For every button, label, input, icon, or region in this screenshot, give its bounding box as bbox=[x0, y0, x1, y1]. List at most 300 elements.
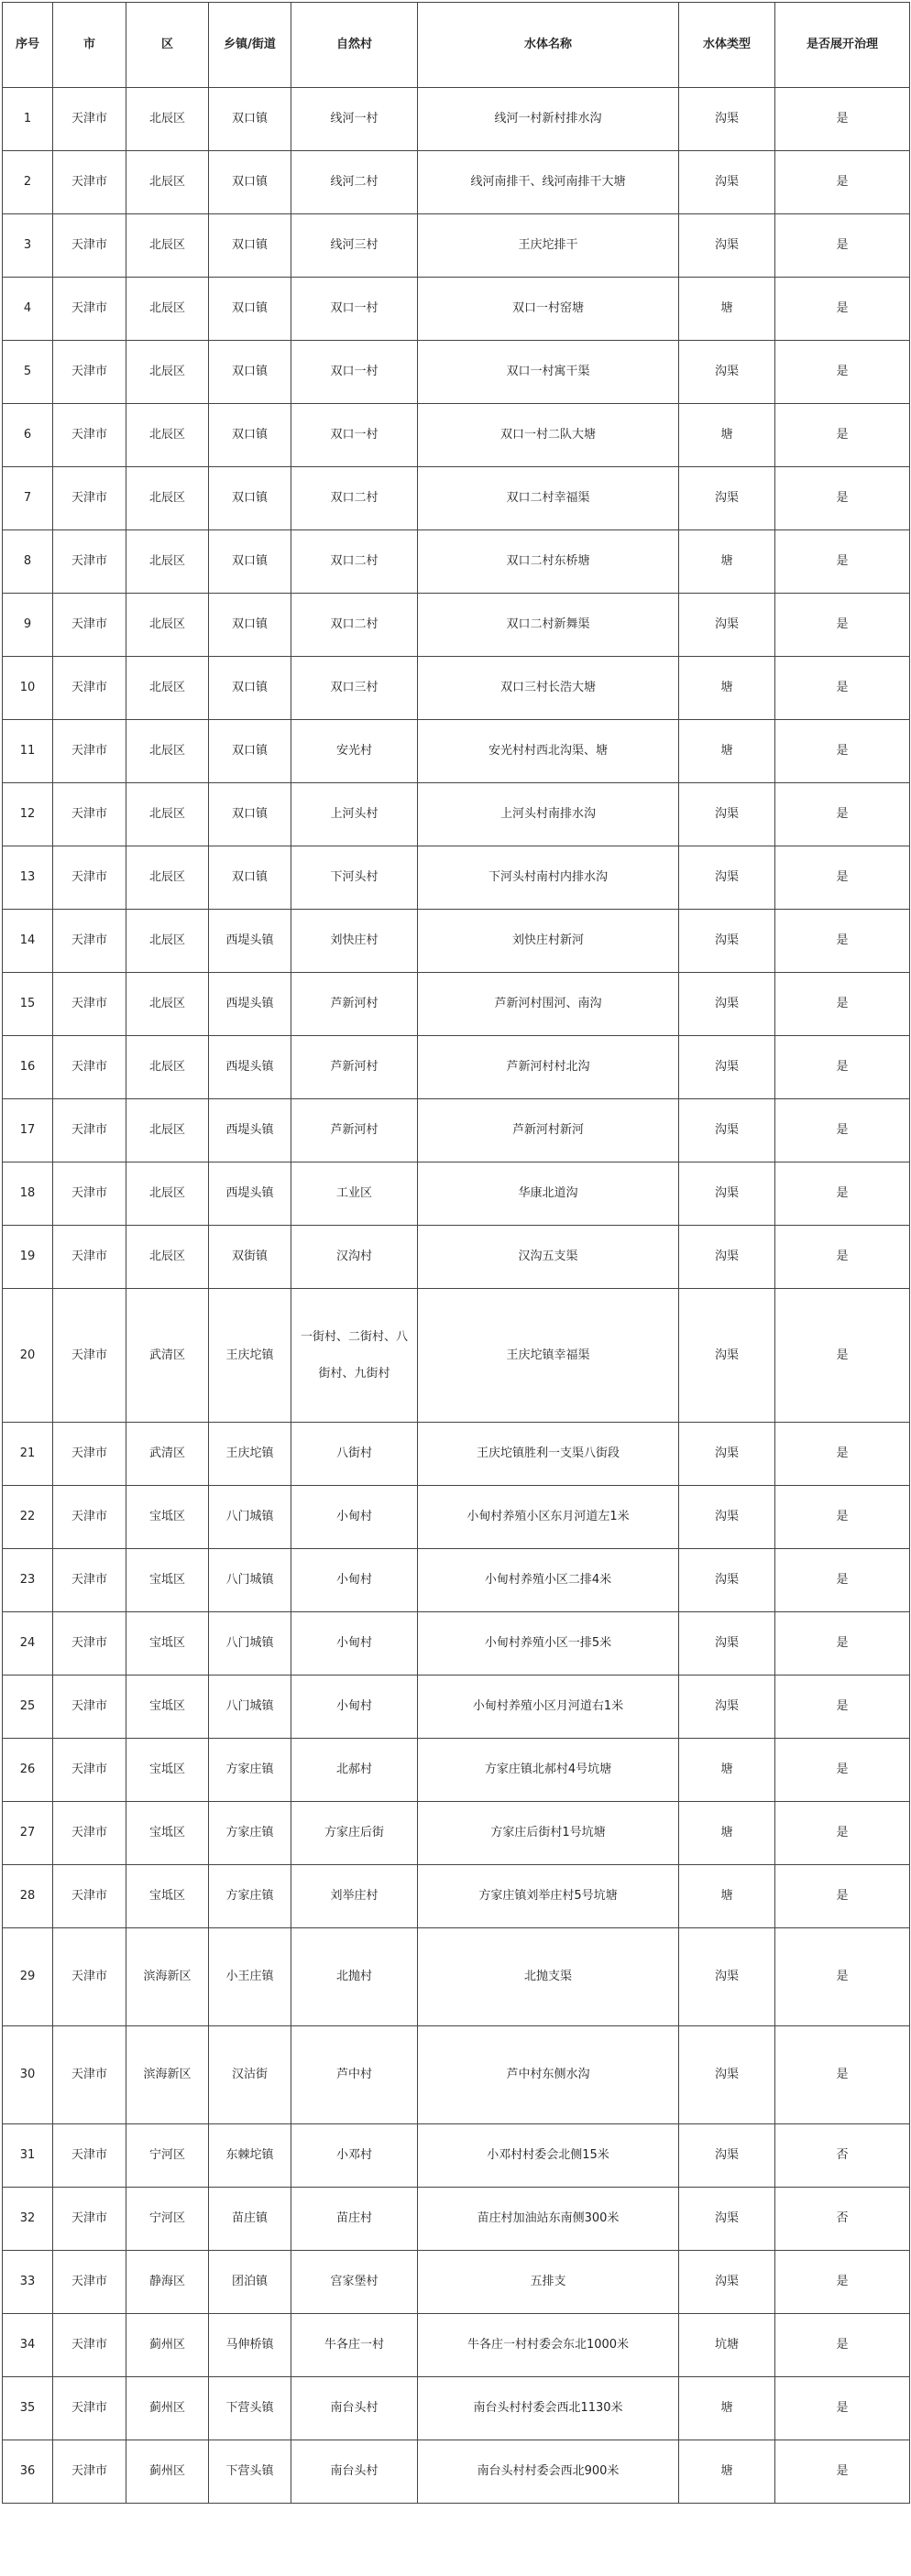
cell-town: 方家庄镇 bbox=[209, 1802, 291, 1865]
cell-water-name: 线河南排干、线河南排干大塘 bbox=[418, 151, 679, 214]
table-row bbox=[3, 1802, 910, 1865]
cell-city: 天津市 bbox=[53, 1423, 126, 1486]
cell-village: 芦新河村 bbox=[291, 973, 418, 1036]
table-row bbox=[3, 1289, 910, 1423]
cell-water-name: 南台头村村委会西北1130米 bbox=[418, 2377, 679, 2440]
cell-district: 蓟州区 bbox=[126, 2440, 209, 2504]
table-row bbox=[3, 1036, 910, 1099]
cell-town: 双口镇 bbox=[209, 467, 291, 530]
cell-governed: 是 bbox=[775, 2251, 910, 2314]
cell-district: 宝坻区 bbox=[126, 1675, 209, 1739]
cell-village: 双口一村 bbox=[291, 404, 418, 467]
cell-water-type: 沟渠 bbox=[679, 1612, 775, 1675]
cell-district: 宝坻区 bbox=[126, 1612, 209, 1675]
cell-town: 双口镇 bbox=[209, 783, 291, 846]
cell-governed: 是 bbox=[775, 341, 910, 404]
cell-district: 北辰区 bbox=[126, 657, 209, 720]
cell-city: 天津市 bbox=[53, 2026, 126, 2124]
cell-no: 21 bbox=[3, 1423, 53, 1486]
cell-district: 北辰区 bbox=[126, 1226, 209, 1289]
cell-town: 双口镇 bbox=[209, 88, 291, 151]
cell-water-name: 方家庄后街村1号坑塘 bbox=[418, 1802, 679, 1865]
cell-district: 北辰区 bbox=[126, 846, 209, 910]
cell-village: 南台头村 bbox=[291, 2377, 418, 2440]
table-row bbox=[3, 1423, 910, 1486]
cell-water-type: 塘 bbox=[679, 404, 775, 467]
cell-city: 天津市 bbox=[53, 846, 126, 910]
cell-water-type: 沟渠 bbox=[679, 594, 775, 657]
cell-city: 天津市 bbox=[53, 2314, 126, 2377]
cell-no: 17 bbox=[3, 1099, 53, 1162]
cell-no: 31 bbox=[3, 2124, 53, 2188]
cell-town: 双口镇 bbox=[209, 720, 291, 783]
header-water-type: 水体类型 bbox=[679, 3, 775, 88]
cell-governed: 是 bbox=[775, 530, 910, 594]
header-town: 乡镇/街道 bbox=[209, 3, 291, 88]
cell-governed: 是 bbox=[775, 278, 910, 341]
cell-city: 天津市 bbox=[53, 1675, 126, 1739]
cell-district: 北辰区 bbox=[126, 151, 209, 214]
cell-governed: 否 bbox=[775, 2188, 910, 2251]
table-row bbox=[3, 1099, 910, 1162]
cell-water-type: 塘 bbox=[679, 720, 775, 783]
cell-town: 小王庄镇 bbox=[209, 1928, 291, 2026]
cell-city: 天津市 bbox=[53, 1802, 126, 1865]
cell-water-name: 上河头村南排水沟 bbox=[418, 783, 679, 846]
cell-town: 下营头镇 bbox=[209, 2440, 291, 2504]
cell-no: 34 bbox=[3, 2314, 53, 2377]
cell-no: 29 bbox=[3, 1928, 53, 2026]
cell-governed: 是 bbox=[775, 2026, 910, 2124]
cell-village: 刘举庄村 bbox=[291, 1865, 418, 1928]
cell-city: 天津市 bbox=[53, 467, 126, 530]
cell-city: 天津市 bbox=[53, 1036, 126, 1099]
cell-water-type: 沟渠 bbox=[679, 467, 775, 530]
cell-water-name: 双口一村二队大塘 bbox=[418, 404, 679, 467]
cell-water-type: 坑塘 bbox=[679, 2314, 775, 2377]
cell-no: 35 bbox=[3, 2377, 53, 2440]
header-no: 序号 bbox=[3, 3, 53, 88]
cell-no: 1 bbox=[3, 88, 53, 151]
cell-district: 北辰区 bbox=[126, 594, 209, 657]
cell-no: 9 bbox=[3, 594, 53, 657]
cell-village: 小甸村 bbox=[291, 1549, 418, 1612]
cell-city: 天津市 bbox=[53, 151, 126, 214]
cell-water-name: 芦中村东侧水沟 bbox=[418, 2026, 679, 2124]
cell-district: 北辰区 bbox=[126, 1162, 209, 1226]
cell-governed: 否 bbox=[775, 2124, 910, 2188]
cell-town: 双口镇 bbox=[209, 530, 291, 594]
cell-water-name: 芦新河村新河 bbox=[418, 1099, 679, 1162]
cell-no: 26 bbox=[3, 1739, 53, 1802]
cell-governed: 是 bbox=[775, 1802, 910, 1865]
cell-no: 20 bbox=[3, 1289, 53, 1423]
table-row bbox=[3, 2188, 910, 2251]
cell-town: 双口镇 bbox=[209, 846, 291, 910]
table-row bbox=[3, 530, 910, 594]
cell-town: 西堤头镇 bbox=[209, 1099, 291, 1162]
cell-village: 小甸村 bbox=[291, 1486, 418, 1549]
cell-water-name: 五排支 bbox=[418, 2251, 679, 2314]
cell-district: 武清区 bbox=[126, 1423, 209, 1486]
cell-district: 蓟州区 bbox=[126, 2377, 209, 2440]
table-row bbox=[3, 783, 910, 846]
cell-city: 天津市 bbox=[53, 2377, 126, 2440]
cell-city: 天津市 bbox=[53, 594, 126, 657]
cell-water-name: 汉沟五支渠 bbox=[418, 1226, 679, 1289]
cell-governed: 是 bbox=[775, 151, 910, 214]
cell-town: 王庆坨镇 bbox=[209, 1423, 291, 1486]
table-row bbox=[3, 2026, 910, 2124]
cell-water-name: 牛各庄一村村委会东北1000米 bbox=[418, 2314, 679, 2377]
cell-water-type: 塘 bbox=[679, 2440, 775, 2504]
table-row bbox=[3, 657, 910, 720]
cell-district: 北辰区 bbox=[126, 404, 209, 467]
cell-city: 天津市 bbox=[53, 973, 126, 1036]
cell-town: 王庆坨镇 bbox=[209, 1289, 291, 1423]
cell-city: 天津市 bbox=[53, 278, 126, 341]
cell-water-type: 塘 bbox=[679, 278, 775, 341]
cell-city: 天津市 bbox=[53, 657, 126, 720]
table-row bbox=[3, 2124, 910, 2188]
cell-governed: 是 bbox=[775, 1036, 910, 1099]
cell-district: 宝坻区 bbox=[126, 1739, 209, 1802]
cell-district: 宝坻区 bbox=[126, 1865, 209, 1928]
cell-no: 10 bbox=[3, 657, 53, 720]
cell-town: 双口镇 bbox=[209, 278, 291, 341]
table-row bbox=[3, 1739, 910, 1802]
cell-town: 双口镇 bbox=[209, 594, 291, 657]
cell-no: 13 bbox=[3, 846, 53, 910]
cell-water-type: 沟渠 bbox=[679, 151, 775, 214]
cell-district: 宁河区 bbox=[126, 2188, 209, 2251]
cell-town: 八门城镇 bbox=[209, 1549, 291, 1612]
cell-district: 北辰区 bbox=[126, 973, 209, 1036]
cell-village: 汉沟村 bbox=[291, 1226, 418, 1289]
cell-no: 23 bbox=[3, 1549, 53, 1612]
cell-village: 小甸村 bbox=[291, 1612, 418, 1675]
cell-town: 下营头镇 bbox=[209, 2377, 291, 2440]
cell-village: 双口二村 bbox=[291, 594, 418, 657]
cell-governed: 是 bbox=[775, 657, 910, 720]
cell-village: 安光村 bbox=[291, 720, 418, 783]
cell-town: 双口镇 bbox=[209, 404, 291, 467]
cell-district: 滨海新区 bbox=[126, 1928, 209, 2026]
cell-water-name: 芦新河村村北沟 bbox=[418, 1036, 679, 1099]
table-row bbox=[3, 214, 910, 278]
cell-no: 8 bbox=[3, 530, 53, 594]
cell-no: 3 bbox=[3, 214, 53, 278]
cell-city: 天津市 bbox=[53, 2124, 126, 2188]
cell-water-name: 小甸村养殖小区东月河道左1米 bbox=[418, 1486, 679, 1549]
cell-water-name: 王庆坨排干 bbox=[418, 214, 679, 278]
table-row bbox=[3, 910, 910, 973]
table-row bbox=[3, 1675, 910, 1739]
cell-village: 苗庄村 bbox=[291, 2188, 418, 2251]
cell-water-type: 沟渠 bbox=[679, 341, 775, 404]
cell-water-name: 双口二村东桥塘 bbox=[418, 530, 679, 594]
cell-water-type: 沟渠 bbox=[679, 2026, 775, 2124]
cell-district: 北辰区 bbox=[126, 88, 209, 151]
cell-water-name: 双口一村寓干渠 bbox=[418, 341, 679, 404]
cell-city: 天津市 bbox=[53, 1612, 126, 1675]
table-row bbox=[3, 846, 910, 910]
cell-town: 西堤头镇 bbox=[209, 973, 291, 1036]
cell-governed: 是 bbox=[775, 846, 910, 910]
cell-district: 北辰区 bbox=[126, 530, 209, 594]
cell-governed: 是 bbox=[775, 1162, 910, 1226]
table-row bbox=[3, 2440, 910, 2504]
cell-district: 北辰区 bbox=[126, 278, 209, 341]
cell-village: 线河三村 bbox=[291, 214, 418, 278]
header-village: 自然村 bbox=[291, 3, 418, 88]
table-row bbox=[3, 2314, 910, 2377]
cell-city: 天津市 bbox=[53, 783, 126, 846]
cell-district: 武清区 bbox=[126, 1289, 209, 1423]
cell-water-name: 小甸村养殖小区月河道右1米 bbox=[418, 1675, 679, 1739]
cell-city: 天津市 bbox=[53, 720, 126, 783]
cell-no: 15 bbox=[3, 973, 53, 1036]
cell-village: 小甸村 bbox=[291, 1675, 418, 1739]
cell-village: 双口二村 bbox=[291, 530, 418, 594]
cell-town: 汉沽街 bbox=[209, 2026, 291, 2124]
cell-village: 宫家堡村 bbox=[291, 2251, 418, 2314]
cell-no: 32 bbox=[3, 2188, 53, 2251]
cell-city: 天津市 bbox=[53, 1928, 126, 2026]
cell-district: 北辰区 bbox=[126, 1099, 209, 1162]
header-district: 区 bbox=[126, 3, 209, 88]
cell-town: 东棘坨镇 bbox=[209, 2124, 291, 2188]
cell-water-type: 沟渠 bbox=[679, 1928, 775, 2026]
cell-city: 天津市 bbox=[53, 2440, 126, 2504]
cell-governed: 是 bbox=[775, 1612, 910, 1675]
cell-water-name: 下河头村南村内排水沟 bbox=[418, 846, 679, 910]
cell-town: 团泊镇 bbox=[209, 2251, 291, 2314]
cell-village: 芦新河村 bbox=[291, 1036, 418, 1099]
cell-village: 一街村、二街村、八街村、九街村 bbox=[291, 1289, 418, 1423]
cell-city: 天津市 bbox=[53, 1549, 126, 1612]
cell-water-type: 沟渠 bbox=[679, 1675, 775, 1739]
cell-village: 北抛村 bbox=[291, 1928, 418, 2026]
cell-governed: 是 bbox=[775, 1486, 910, 1549]
cell-village: 牛各庄一村 bbox=[291, 2314, 418, 2377]
table-row bbox=[3, 2377, 910, 2440]
cell-water-type: 塘 bbox=[679, 2377, 775, 2440]
cell-no: 28 bbox=[3, 1865, 53, 1928]
cell-water-type: 沟渠 bbox=[679, 910, 775, 973]
cell-no: 4 bbox=[3, 278, 53, 341]
cell-city: 天津市 bbox=[53, 1099, 126, 1162]
cell-city: 天津市 bbox=[53, 404, 126, 467]
cell-district: 滨海新区 bbox=[126, 2026, 209, 2124]
cell-water-name: 方家庄镇刘举庄村5号坑塘 bbox=[418, 1865, 679, 1928]
cell-district: 蓟州区 bbox=[126, 2314, 209, 2377]
cell-village: 芦中村 bbox=[291, 2026, 418, 2124]
cell-water-type: 塘 bbox=[679, 530, 775, 594]
cell-water-name: 小邓村村委会北侧15米 bbox=[418, 2124, 679, 2188]
cell-no: 25 bbox=[3, 1675, 53, 1739]
cell-governed: 是 bbox=[775, 88, 910, 151]
cell-district: 宁河区 bbox=[126, 2124, 209, 2188]
cell-water-type: 沟渠 bbox=[679, 1549, 775, 1612]
cell-town: 双口镇 bbox=[209, 341, 291, 404]
cell-town: 八门城镇 bbox=[209, 1612, 291, 1675]
cell-no: 30 bbox=[3, 2026, 53, 2124]
cell-governed: 是 bbox=[775, 594, 910, 657]
cell-governed: 是 bbox=[775, 1928, 910, 2026]
cell-water-type: 沟渠 bbox=[679, 2251, 775, 2314]
cell-water-name: 方家庄镇北郝村4号坑塘 bbox=[418, 1739, 679, 1802]
cell-water-type: 塘 bbox=[679, 1802, 775, 1865]
cell-village: 双口二村 bbox=[291, 467, 418, 530]
cell-water-name: 双口二村幸福渠 bbox=[418, 467, 679, 530]
cell-water-name: 小甸村养殖小区二排4米 bbox=[418, 1549, 679, 1612]
cell-no: 5 bbox=[3, 341, 53, 404]
cell-district: 北辰区 bbox=[126, 783, 209, 846]
table-row bbox=[3, 1928, 910, 2026]
cell-no: 12 bbox=[3, 783, 53, 846]
cell-city: 天津市 bbox=[53, 88, 126, 151]
cell-city: 天津市 bbox=[53, 2188, 126, 2251]
cell-village: 线河二村 bbox=[291, 151, 418, 214]
cell-city: 天津市 bbox=[53, 1739, 126, 1802]
cell-governed: 是 bbox=[775, 214, 910, 278]
table-body bbox=[3, 88, 910, 2504]
table-row bbox=[3, 1865, 910, 1928]
cell-governed: 是 bbox=[775, 404, 910, 467]
cell-town: 方家庄镇 bbox=[209, 1739, 291, 1802]
cell-water-type: 沟渠 bbox=[679, 1289, 775, 1423]
cell-water-type: 塘 bbox=[679, 1865, 775, 1928]
cell-no: 24 bbox=[3, 1612, 53, 1675]
cell-village: 下河头村 bbox=[291, 846, 418, 910]
cell-governed: 是 bbox=[775, 2377, 910, 2440]
cell-town: 西堤头镇 bbox=[209, 910, 291, 973]
cell-district: 宝坻区 bbox=[126, 1549, 209, 1612]
cell-water-name: 北抛支渠 bbox=[418, 1928, 679, 2026]
cell-city: 天津市 bbox=[53, 1289, 126, 1423]
cell-governed: 是 bbox=[775, 2314, 910, 2377]
cell-city: 天津市 bbox=[53, 2251, 126, 2314]
cell-village: 双口一村 bbox=[291, 341, 418, 404]
cell-town: 双口镇 bbox=[209, 214, 291, 278]
cell-water-type: 沟渠 bbox=[679, 88, 775, 151]
cell-village: 方家庄后街 bbox=[291, 1802, 418, 1865]
cell-governed: 是 bbox=[775, 1099, 910, 1162]
cell-district: 宝坻区 bbox=[126, 1802, 209, 1865]
cell-village: 工业区 bbox=[291, 1162, 418, 1226]
cell-water-name: 线河一村新村排水沟 bbox=[418, 88, 679, 151]
cell-water-name: 双口二村新舞渠 bbox=[418, 594, 679, 657]
cell-water-name: 安光村村西北沟渠、塘 bbox=[418, 720, 679, 783]
cell-district: 北辰区 bbox=[126, 214, 209, 278]
cell-no: 19 bbox=[3, 1226, 53, 1289]
cell-governed: 是 bbox=[775, 1549, 910, 1612]
cell-town: 西堤头镇 bbox=[209, 1036, 291, 1099]
cell-village: 南台头村 bbox=[291, 2440, 418, 2504]
table-row bbox=[3, 278, 910, 341]
cell-city: 天津市 bbox=[53, 530, 126, 594]
cell-no: 22 bbox=[3, 1486, 53, 1549]
cell-water-type: 沟渠 bbox=[679, 846, 775, 910]
cell-village: 双口三村 bbox=[291, 657, 418, 720]
cell-village: 双口一村 bbox=[291, 278, 418, 341]
cell-city: 天津市 bbox=[53, 341, 126, 404]
cell-town: 方家庄镇 bbox=[209, 1865, 291, 1928]
cell-governed: 是 bbox=[775, 1675, 910, 1739]
cell-water-name: 华康北道沟 bbox=[418, 1162, 679, 1226]
cell-no: 36 bbox=[3, 2440, 53, 2504]
cell-governed: 是 bbox=[775, 2440, 910, 2504]
table-row bbox=[3, 1549, 910, 1612]
cell-no: 11 bbox=[3, 720, 53, 783]
cell-town: 马伸桥镇 bbox=[209, 2314, 291, 2377]
header-city: 市 bbox=[53, 3, 126, 88]
cell-water-name: 苗庄村加油站东南侧300米 bbox=[418, 2188, 679, 2251]
cell-water-type: 沟渠 bbox=[679, 1099, 775, 1162]
table-row bbox=[3, 1486, 910, 1549]
cell-water-type: 沟渠 bbox=[679, 1036, 775, 1099]
table-row bbox=[3, 151, 910, 214]
cell-governed: 是 bbox=[775, 973, 910, 1036]
cell-water-name: 芦新河村围河、南沟 bbox=[418, 973, 679, 1036]
table-row bbox=[3, 1226, 910, 1289]
cell-district: 宝坻区 bbox=[126, 1486, 209, 1549]
cell-village: 北郝村 bbox=[291, 1739, 418, 1802]
cell-water-type: 沟渠 bbox=[679, 2124, 775, 2188]
cell-village: 八街村 bbox=[291, 1423, 418, 1486]
cell-no: 27 bbox=[3, 1802, 53, 1865]
cell-town: 双口镇 bbox=[209, 657, 291, 720]
header-water-name: 水体名称 bbox=[418, 3, 679, 88]
cell-city: 天津市 bbox=[53, 1486, 126, 1549]
cell-district: 北辰区 bbox=[126, 1036, 209, 1099]
cell-district: 北辰区 bbox=[126, 720, 209, 783]
table-row bbox=[3, 1162, 910, 1226]
cell-no: 14 bbox=[3, 910, 53, 973]
table-row bbox=[3, 404, 910, 467]
cell-governed: 是 bbox=[775, 783, 910, 846]
cell-village: 上河头村 bbox=[291, 783, 418, 846]
header-row bbox=[3, 3, 910, 88]
cell-water-type: 沟渠 bbox=[679, 1162, 775, 1226]
cell-town: 双口镇 bbox=[209, 151, 291, 214]
cell-no: 16 bbox=[3, 1036, 53, 1099]
cell-town: 双街镇 bbox=[209, 1226, 291, 1289]
table-row bbox=[3, 467, 910, 530]
cell-city: 天津市 bbox=[53, 1865, 126, 1928]
cell-water-type: 沟渠 bbox=[679, 1423, 775, 1486]
cell-governed: 是 bbox=[775, 1226, 910, 1289]
table-row bbox=[3, 1612, 910, 1675]
cell-governed: 是 bbox=[775, 467, 910, 530]
cell-water-type: 沟渠 bbox=[679, 1226, 775, 1289]
header-governed: 是否展开治理 bbox=[775, 3, 910, 88]
table-row bbox=[3, 973, 910, 1036]
cell-no: 6 bbox=[3, 404, 53, 467]
cell-town: 八门城镇 bbox=[209, 1675, 291, 1739]
cell-water-name: 王庆坨镇幸福渠 bbox=[418, 1289, 679, 1423]
cell-water-type: 塘 bbox=[679, 657, 775, 720]
cell-district: 北辰区 bbox=[126, 910, 209, 973]
cell-water-name: 王庆坨镇胜利一支渠八街段 bbox=[418, 1423, 679, 1486]
cell-water-type: 沟渠 bbox=[679, 783, 775, 846]
cell-village: 刘快庄村 bbox=[291, 910, 418, 973]
cell-district: 北辰区 bbox=[126, 341, 209, 404]
cell-governed: 是 bbox=[775, 910, 910, 973]
cell-water-name: 双口一村窑塘 bbox=[418, 278, 679, 341]
cell-water-name: 刘快庄村新河 bbox=[418, 910, 679, 973]
